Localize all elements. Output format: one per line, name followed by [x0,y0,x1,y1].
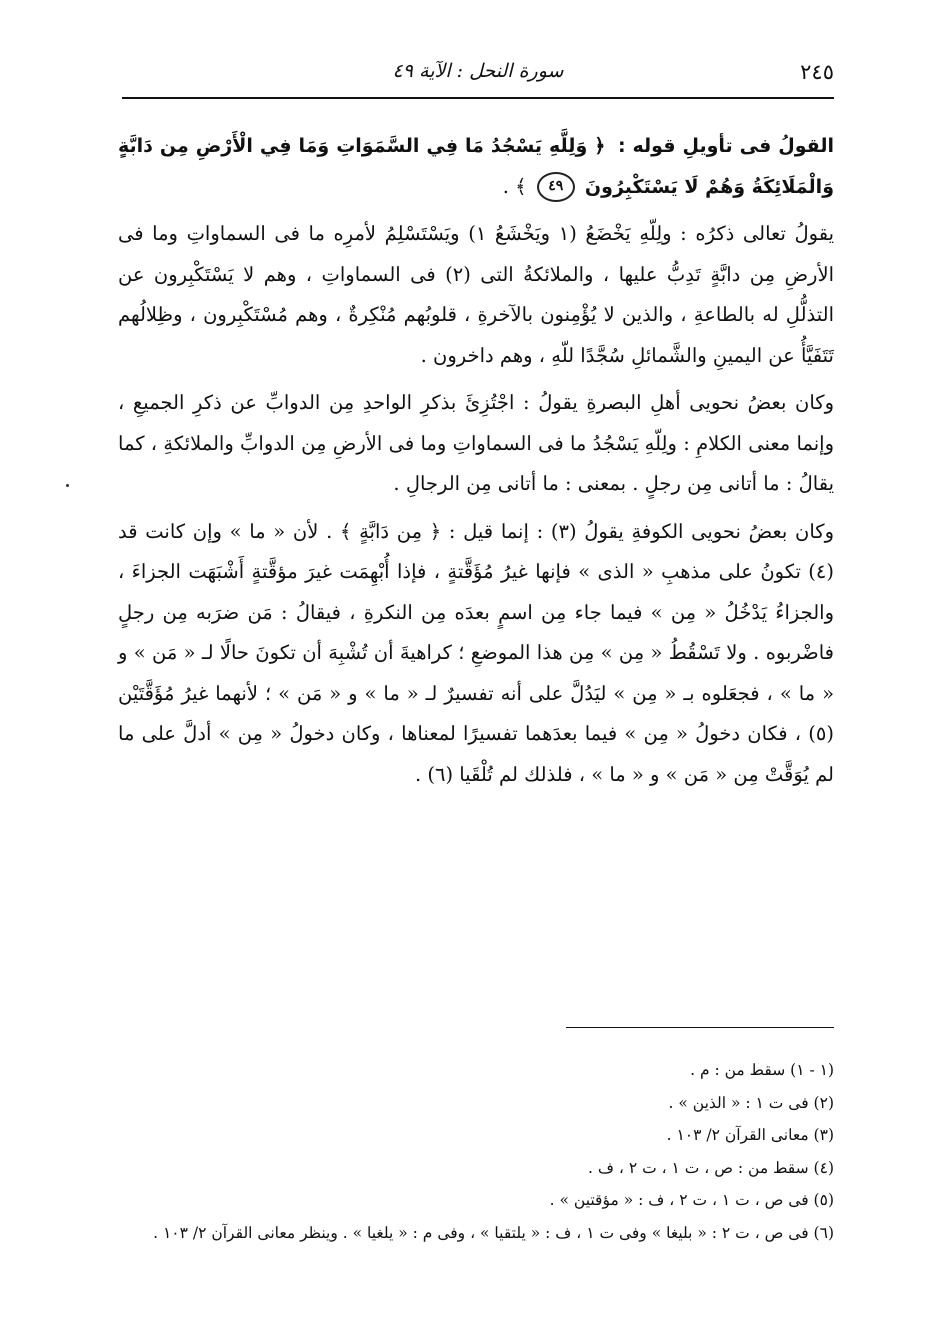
footnote: (٢) فى ت ١ : « الذين » . [668,1093,834,1112]
paragraph: يقولُ تعالى ذكرُه : ولِلّهِ يَخْضَعُ (١ ويَخْشَعُ ١) ويَسْتَسْلِمُ لأمرِه ما فى السماواتِ وما فى الأرضِ مِن دابَّةٍ تَدِبُّ عليها ، والملائكةُ التى (٢) فى السماواتِ ، وهم لا يَسْتَكْبِرون عن التذلُّلِ له بالطاعةِ ، والذين لا يُؤْمِنون بالآخرةِ ، قلوبُهم مُنْكِرةٌ ، وهم مُسْتَكْبِرون ، وظِلالُهم تَتَفَيَّأُ عن اليمينِ والشَّمائلِ سُجَّدًا للّهِ ، وهم داخرون . [118,222,835,367]
paragraph: وكان بعضُ نحويى أهلِ البصرةِ يقولُ : اجْتُزِئَ بذكرِ الواحدِ مِن الدوابِّ عن ذكرِ الجميعِ ، وإنما معنى الكلامِ : ولِلّهِ يَسْجُدُ ما فى السماواتِ وما فى الأرضِ مِن الدوابِّ والملائكةِ ، كما يقالُ : ما أتانى مِن رجلٍ . بمعنى : ما أتانى مِن الرجالِ . [118,391,834,495]
main-text [118,126,834,802]
margin-mark [66,484,69,487]
footnote: (١ - ١) سقط من : م . [690,1061,834,1079]
running-title: سورة النحل : الآية ٤٩ [392,60,564,82]
header-rule [122,97,834,99]
footnote: (٤) سقط من : ص ، ت ١ ، ت ٢ ، ف . [588,1158,834,1177]
page-number: ٢٤٥ [800,60,834,84]
footnote-rule [566,1027,834,1028]
footnote: (٦) فى ص ، ت ٢ : « بليغا » وفى ت ١ ، ف : « يلتقيا » ، وفى م : « يلغيا » . وينظر معانى القرآن ٢/ ١٠٣ . [153,1223,834,1242]
heading-label: القولُ فى تأويلِ قوله : [617,135,835,157]
verse-heading [118,126,834,207]
paragraph: وكان بعضُ نحويى الكوفةِ يقولُ (٣) : إنما قيل : ﴿ مِن دَابَّةٍ ﴾ . لأن « ما » وإن كانت قد (٤) تكونُ على مذهبِ « الذى » فإنها غيرُ مُؤَقَّتةٍ ، فإذا أُبْهِمَت غيرَ مؤقَّتةٍ أَشْبَهَت الجزاءَ ، والجزاءُ يَدْخُلُ « مِن » فيما جاء مِن اسمٍ بعدَه مِن النكرةِ ، فيقالُ : مَن ضرَبه مِن رجلٍ فاضْربوه . ولا تَسْقُطُ « مِن » مِن هذا الموضعِ ؛ كراهيةَ أن تُشْبِهَ أن تكونَ حالًا لـ « مَن » و « ما » ، فجعَلوه بـ « مِن » ليَدُلَّ على أنه تفسيرٌ لـ « ما » و « مَن » ؛ لأنهما غيرُ مُؤَقَّتَيْن (٥) ، فكان دخولُ « مِن » فيما بعدَهما تفسيرًا لمعناها ، وكان دخولُ « مِن » أدلَّ على ما لم يُوَقَّتْ مِن « مَن » و « ما » ، فلذلك لم تُلْقَيا (٦) . [118,519,834,786]
footnote: (٣) معانى القرآن ٢/ ١٠٣ . [666,1126,834,1144]
footnote: (٥) فى ص ، ت ١ ، ت ٢ ، ف : « مؤقتين » . [549,1191,834,1209]
quran-verse: ﴿ وَلِلَّهِ يَسْجُدُ مَا فِي السَّمَوَاتِ وَمَا فِي الْأَرْضِ مِن دَابَّةٍ وَالْمَلَائِكَةُ وَهُمْ لَا يَسْتَكْبِرُونَ [118,135,834,198]
verse-close: ﴾ . [502,174,527,198]
page-header [122,58,834,94]
ayah-number-marker: ٤٩ [537,172,575,202]
footnotes [118,1054,834,1249]
